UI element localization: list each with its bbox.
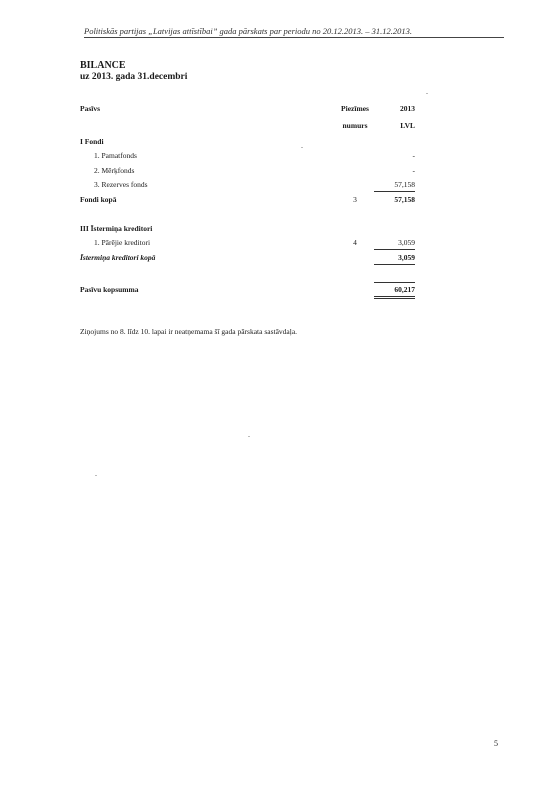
sum-rule <box>374 282 415 283</box>
column-header-year: 2013 <box>400 104 415 113</box>
document-title: BILANCE <box>80 60 126 71</box>
double-underline <box>374 298 415 299</box>
section-heading-short-term-creditors: III Īstermiņa kreditori <box>80 224 153 233</box>
total-row-value: 3,059 <box>398 253 415 262</box>
total-row-label: Fondi kopā <box>80 195 117 204</box>
table-row-label: 1. Pamatfonds <box>94 151 137 160</box>
double-underline <box>374 296 415 297</box>
sum-rule <box>374 249 415 250</box>
footnote: Ziņojums no 8. līdz 10. lapai ir neatņemama šī gada pārskata sastāvdaļa. <box>80 327 298 336</box>
page-number: 5 <box>494 739 498 748</box>
table-row-label: 1. Pārējie kreditori <box>94 238 151 247</box>
scan-speck <box>95 475 97 476</box>
column-header-notes-number: numurs <box>342 121 368 130</box>
column-header-liabilities: Pasīvs <box>80 104 101 113</box>
sum-rule <box>374 264 415 265</box>
column-header-currency: LVL <box>400 121 415 130</box>
page-header: Politiskās partijas „Latvijas attīstībai” gada pārskats par periodu no 20.12.2013. – 31.12.2013. <box>84 26 504 38</box>
table-row-value: - <box>412 151 415 160</box>
table-row-value: 57,158 <box>394 180 415 189</box>
table-row-value: - <box>412 166 415 175</box>
section-heading-funds: I Fondi <box>80 137 104 146</box>
table-row-value: 3,059 <box>398 238 415 247</box>
table-row-label: 2. Mērķfonds <box>94 166 135 175</box>
scan-speck <box>248 436 250 437</box>
sum-rule <box>374 191 415 192</box>
table-row-label: 3. Rezerves fonds <box>94 180 148 189</box>
scan-speck <box>426 93 428 94</box>
grand-total-label: Pasīvu kopsumma <box>80 285 139 294</box>
table-row-note: 4 <box>353 238 357 247</box>
column-header-notes: Piezīmes <box>341 104 369 113</box>
document-subtitle: uz 2013. gada 31.decembri <box>80 72 188 82</box>
total-row-value: 57,158 <box>394 195 415 204</box>
scan-speck <box>301 147 303 148</box>
grand-total-value: 60,217 <box>394 285 415 294</box>
total-row-note: 3 <box>353 195 357 204</box>
total-row-label: Īstermiņa kreditori kopā <box>80 253 156 262</box>
